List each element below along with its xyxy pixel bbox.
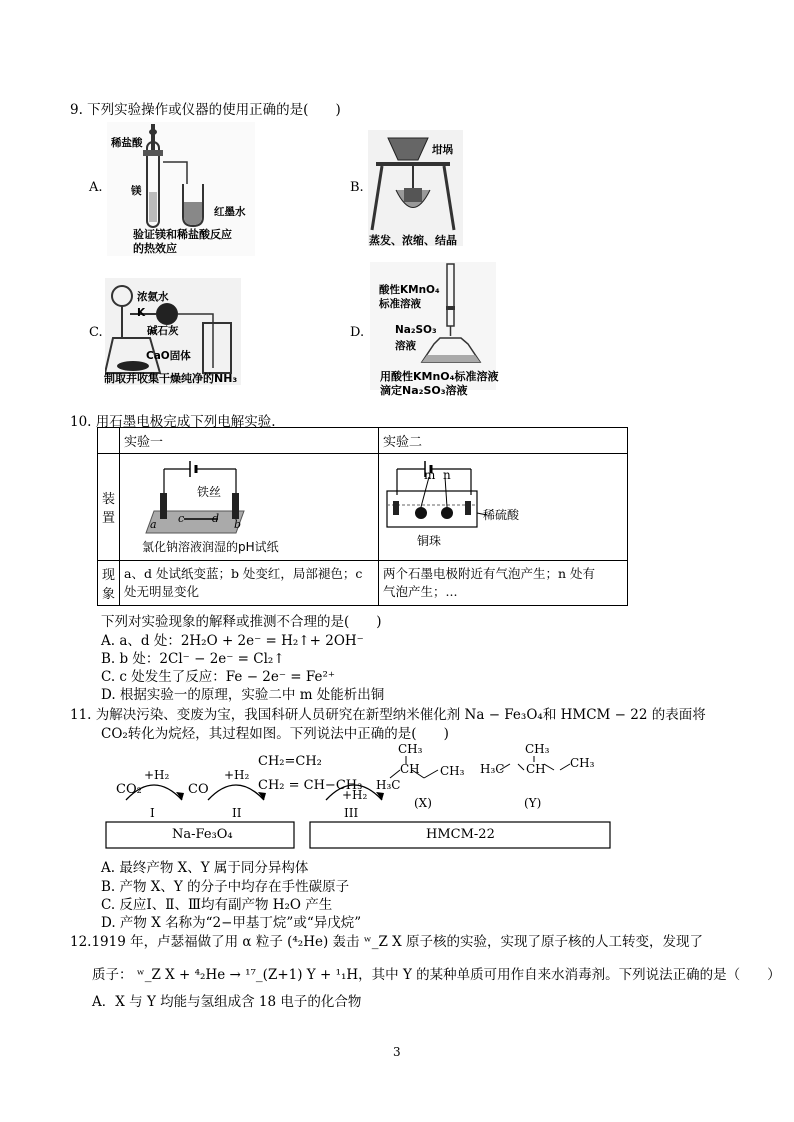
label-conc-ammonia: 浓氨水 [137, 291, 169, 303]
y-ch: CH [526, 762, 546, 776]
q9-option-c-label: C. [89, 325, 103, 340]
label-soda-lime: 碱石灰 [147, 325, 179, 337]
exp1-point-c: c [178, 512, 185, 525]
catalyst-na-fe3o4: Na-Fe₃O₄ [172, 827, 233, 842]
label-valve-k: K [137, 307, 146, 319]
y-left-h3c: H₃C [480, 762, 505, 776]
q9-stem: 9. 下列实验操作或仪器的使用正确的是( ) [70, 102, 341, 118]
q11-option-b: B. 产物 X、Y 的分子中均存在手性碳原子 [101, 879, 350, 895]
q12-stem-line2: 质子： ʷ_Z X + ⁴₂He → ¹⁷_(Z+1) Y + ¹₁H，其中 Y 的某种单质可用作自来水消毒剂。下列说法正确的是（ ） [92, 967, 781, 983]
exp1-point-a: a [150, 518, 157, 531]
caption-a-line2: 的热效应 [133, 242, 177, 255]
label-cao-solid: CaO固体 [146, 350, 191, 362]
scheme-step3-label: III [344, 806, 359, 820]
device-label-char2: 置 [102, 511, 116, 526]
caption-d-line2: 滴定Na₂SO₃溶液 [380, 384, 468, 397]
table-cell-exp1-device [120, 454, 379, 561]
q11-stem-line2: CO₂转化为烷烃，其过程如图。下列说法中正确的是( ) [101, 726, 449, 742]
q10-stem: 10. 用石墨电极完成下列电解实验. [70, 414, 276, 430]
table-cell-exp2-observation [379, 561, 628, 606]
caption-c: 制取并收集干燥纯净的NH₃ [104, 372, 238, 385]
exp2-acid-label: 稀硫酸 [483, 508, 520, 522]
table-header-exp1: 实验一 [120, 428, 379, 454]
exp1-observation-line1: a、d 处试纸变蓝；b 处变红，局部褪色；c [124, 566, 363, 581]
q10-option-b: B. b 处：2Cl⁻ − 2e⁻ = Cl₂↑ [101, 651, 285, 667]
y-top-ch3: CH₃ [525, 742, 550, 756]
exp1-observation-line2: 处无明显变化 [124, 584, 200, 599]
y-compound-label: (Y) [524, 796, 542, 810]
scheme-co: CO [188, 782, 209, 797]
label-crucible: 坩埚 [432, 144, 453, 156]
q10-question: 下列对实验现象的解释或推测不合理的是( ) [101, 614, 382, 630]
label-magnesium: 镁 [131, 185, 142, 197]
exp1-iron-wire-label: 铁丝 [197, 485, 222, 499]
q12-option-a: A．X 与 Y 均能与氢组成含 18 电子的化合物 [92, 994, 362, 1010]
table-cell-exp2-device [379, 454, 628, 561]
label-na2so3-line2: 溶液 [395, 340, 416, 352]
scheme-h2-step3: +H₂ [342, 788, 368, 802]
exp2-observation-line1: 两个石墨电极附近有气泡产生；n 处有 [383, 566, 596, 581]
scheme-step1-label: I [150, 806, 155, 820]
device-label-char1: 装 [102, 492, 116, 507]
q11-option-d: D. 产物 X 名称为“2−甲基丁烷”或“异戊烷” [101, 915, 362, 931]
label-na2so3-line1: Na₂SO₃ [395, 324, 437, 336]
q11-option-c: C. 反应Ⅰ、Ⅱ、Ⅲ均有副产物 H₂O 产生 [101, 897, 333, 913]
y-right-ch3: CH₃ [570, 756, 595, 770]
label-red-ink: 红墨水 [214, 206, 246, 218]
x-top-ch3: CH₃ [398, 742, 423, 756]
q10-experiment-table [97, 427, 628, 606]
q11-stem-line1: 11. 为解决污染、变废为宝，我国科研人员研究在新型纳米催化剂 Na − Fe₃O₄和 HMCM − 22 的表面将 [70, 707, 706, 723]
table-cell-exp1-observation [120, 561, 379, 606]
q10-option-d: D. 根据实验一的原理，实验二中 m 处能析出铜 [101, 687, 385, 703]
exp1-point-b: b [234, 518, 242, 531]
caption-d-line1: 用酸性KMnO₄标准溶液 [380, 370, 499, 383]
x-right-ch3: CH₃ [440, 764, 465, 778]
exp2-copper-bead-label: 铜珠 [417, 534, 442, 548]
exp2-observation-line2: 气泡产生；... [383, 584, 458, 599]
q11-reaction-scheme [104, 740, 624, 850]
label-dilute-hcl: 稀盐酸 [111, 137, 143, 149]
q12-stem-line1: 12.1919 年，卢瑟福做了用 α 粒子 (⁴₂He) 轰击 ʷ_Z X 原子核的实验，实现了原子核的人工转变，发现了 [70, 934, 704, 950]
label-kmno4-line1: 酸性KMnO₄ [379, 284, 440, 296]
exp1-point-d: d [212, 512, 220, 525]
page-number: 3 [393, 1045, 401, 1059]
scheme-propylene: CH₂ = CH−CH₃ [258, 778, 363, 793]
q11-option-a: A. 最终产物 X、Y 属于同分异构体 [101, 860, 309, 876]
table-header-exp2: 实验二 [379, 428, 628, 454]
x-left-h3c: H₃C [376, 778, 401, 792]
obs-label-char2: 象 [102, 587, 116, 602]
scheme-co2: CO₂ [116, 782, 142, 797]
exp2-point-n: n [443, 468, 451, 482]
caption-b: 蒸发、浓缩、结晶 [369, 234, 457, 247]
exp2-point-m: m [424, 468, 436, 482]
q10-option-c: C. c 处发生了反应：Fe − 2e⁻ = Fe²⁺ [101, 669, 336, 685]
table-row-observation-label [98, 561, 120, 606]
q10-option-a: A. a、d 处：2H₂O + 2e⁻ = H₂↑+ 2OH⁻ [101, 633, 364, 649]
caption-a-line1: 验证镁和稀盐酸反应 [133, 228, 232, 241]
scheme-h2-step1: +H₂ [144, 768, 170, 782]
exp1-paper-label: 氯化钠溶液润湿的pH试纸 [142, 540, 279, 554]
scheme-step2-label: II [232, 806, 242, 820]
table-corner-cell [98, 428, 120, 454]
scheme-ethylene: CH₂=CH₂ [258, 754, 322, 769]
q9-option-b-label: B. [350, 180, 364, 195]
catalyst-hmcm-22: HMCM-22 [426, 827, 495, 842]
x-compound-label: (X) [414, 796, 432, 810]
scheme-h2-step2: +H₂ [224, 768, 250, 782]
q9-option-a-label: A. [89, 180, 103, 195]
q9-option-d-label: D. [350, 325, 365, 340]
table-row-device-label [98, 454, 120, 561]
label-kmno4-line2: 标准溶液 [379, 298, 421, 310]
x-ch: CH [400, 762, 420, 776]
obs-label-char1: 现 [102, 568, 116, 583]
